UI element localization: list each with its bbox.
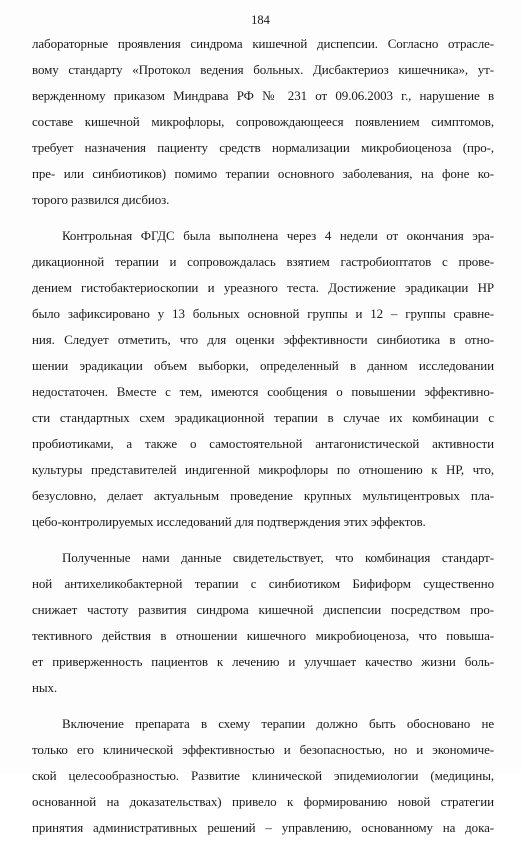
text-line: ния. Следует отметить, что для оценки эффективности синбиотика в отно-: [32, 332, 494, 347]
text-line: только его клинической эффективностью и безопасностью, но и экономиче-: [32, 742, 494, 757]
text-line: культуры представителей индигенной микрофлоры по отношению к НР, что,: [32, 462, 494, 477]
text-line: принятия административных решений – управлению, основанному на дока-: [32, 820, 494, 835]
text-line: дикационной терапии и сопровождалась взятием гастробиоптатов с прове-: [32, 254, 494, 269]
text-line: ных.: [32, 680, 58, 695]
text-line: безусловно, делает актуальным проведение крупных мультицентровых пла-: [32, 488, 494, 503]
text-line: Включение препарата в схему терапии должно быть обосновано не: [62, 716, 494, 731]
paragraph-1: [32, 31, 494, 213]
text-line: Контрольная ФГДС была выполнена через 4 недели от окончания эра-: [62, 228, 494, 243]
paragraph-4: [32, 711, 494, 841]
text-line: было зафиксировано у 13 больных основной группы и 12 – группы сравне-: [32, 306, 494, 321]
text-line: составе кишечной микрофлоры, сопровождающееся появлением симптомов,: [32, 114, 494, 129]
paragraph-2: [32, 223, 494, 535]
text-line: цебо-контролируемых исследований для подтверждения этих эффектов.: [32, 514, 426, 529]
text-line: снижает частоту развития синдрома кишечной диспепсии посредством про-: [32, 602, 494, 617]
text-line: требует назначения пациенту средств нормализации микробиоценоза (про-,: [32, 140, 494, 155]
text-line: сти стандартных схем эрадикационной терапии в случае их комбинации с: [32, 410, 494, 425]
text-line: ной антихеликобактерной терапии с синбиотиком Бифиформ существенно: [32, 576, 494, 591]
text-line: ет приверженность пациентов к лечению и улучшает качество жизни боль-: [32, 654, 494, 669]
text-line: шении эрадикации объем выборки, определенный в данном исследовании: [32, 358, 494, 373]
paragraph-3: [32, 545, 494, 701]
text-line: пробиотиками, а также о самостоятельной антагонистической активности: [32, 436, 494, 451]
text-line: основанной на доказательствах) привело к формированию новой стратегии: [32, 794, 494, 809]
text-line: вому стандарту «Протокол ведения больных. Дисбактериоз кишечника», ут-: [32, 62, 494, 77]
body-text: [32, 31, 494, 841]
page-number: 184: [251, 13, 270, 27]
text-line: тективного действия в отношении кишечного микробиоценоза, что повыша-: [32, 628, 494, 643]
text-line: лабораторные проявления синдрома кишечной диспепсии. Согласно отрасле-: [32, 36, 494, 51]
text-line: торого развился дисбиоз.: [32, 192, 170, 207]
text-line: ской целесообразностью. Развитие клинической эпидемиологии (медицины,: [32, 768, 494, 783]
text-line: пре- или синбиотиков) помимо терапии основного заболевания, на фоне ко-: [32, 166, 494, 181]
text-line: дением гистобактериоскопии и уреазного теста. Достижение эрадикации НР: [32, 280, 494, 295]
text-line: Полученные нами данные свидетельствует, что комбинация стандарт-: [62, 550, 494, 565]
text-line: вержденному приказом Миндрава РФ № 231 от 09.06.2003 г., нарушение в: [32, 88, 494, 103]
text-line: недостаточен. Вместе с тем, имеются сообщения о повышении эффективно-: [32, 384, 494, 399]
